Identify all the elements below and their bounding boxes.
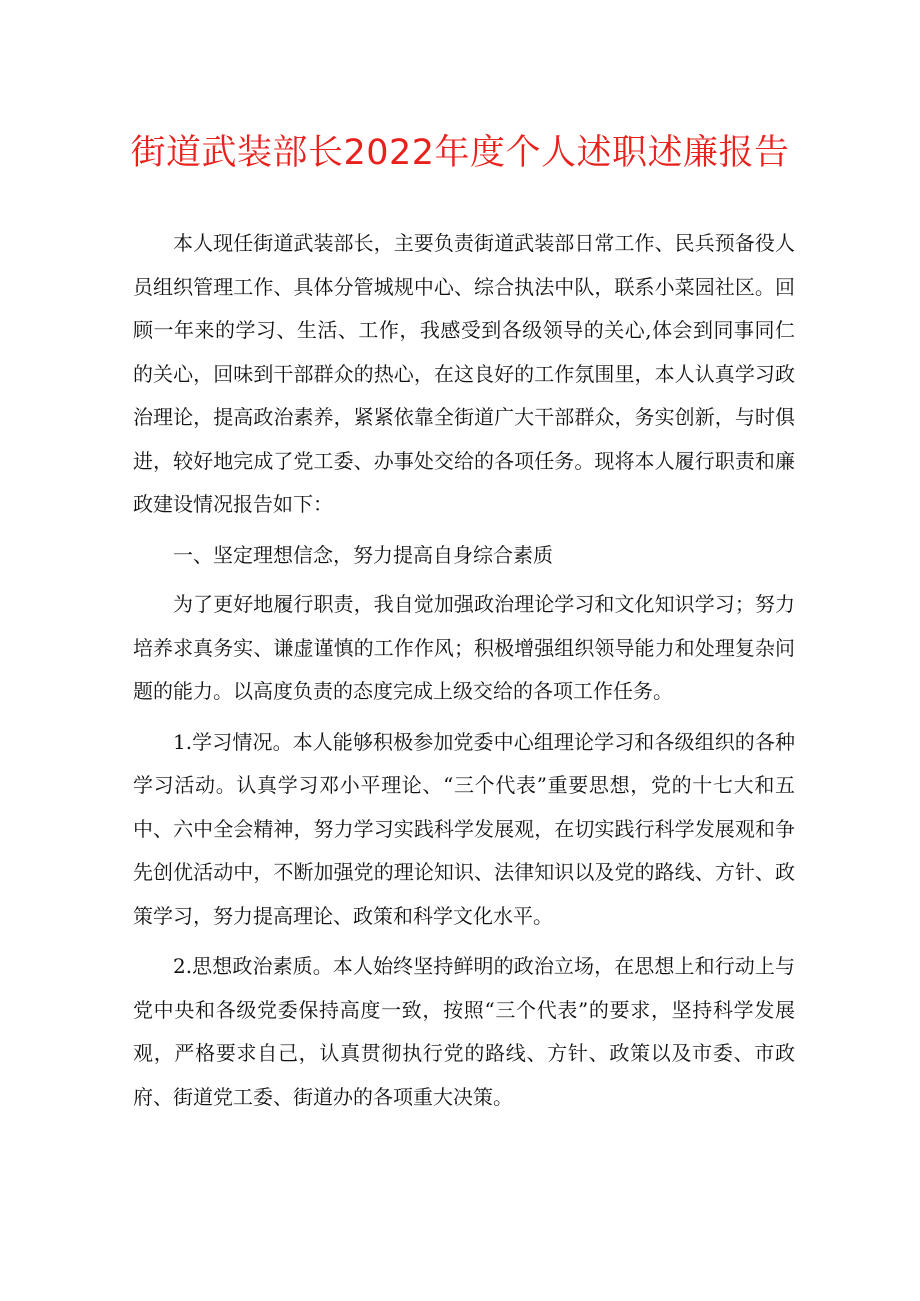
document-body bbox=[133, 222, 795, 1126]
paragraph-section-1: 为了更好地履行职责，我自觉加强政治理论学习和文化知识学习；努力培养求真务实、谦虚谨慎的工作作风；积极增强组织领导能力和处理复杂问题的能力。以高度负责的态度完成上级交给的各项工作任务。 bbox=[133, 592, 795, 703]
paragraph-political-quality: 2.思想政治素质。本人始终坚持鲜明的政治立场，在思想上和行动上与党中央和各级党委保持高度一致，按照“三个代表”的要求，坚持科学发展观，严格要求自己，认真贯彻执行党的路线、方针、政策以及市委、市政府、街道党工委、街道办的各项重大决策。 bbox=[133, 954, 795, 1109]
paragraph-study: 1.学习情况。本人能够积极参加党委中心组理论学习和各级组织的各种学习活动。认真学习邓小平理论、“三个代表”重要思想，党的十七大和五中、六中全会精神，努力学习实践科学发展观，在切实践行科学发展观和争先创优活动中，不断加强党的理论知识、法律知识以及党的路线、方针、政策学习，努力提高理论、政策和科学文化水平。 bbox=[133, 729, 795, 928]
paragraph-intro: 本人现任街道武装部长，主要负责街道武装部日常工作、民兵预备役人员组织管理工作、具体分管城规中心、综合执法中队，联系小菜园社区。回顾一年来的学习、生活、工作，我感受到各级领导的关心,体会到同事同仁的关心，回味到干部群众的热心，在这良好的工作氛围里，本人认真学习政治理论，提高政治素养，紧紧依靠全街道广大干部群众，务实创新，与时俱进，较好地完成了党工委、办事处交给的各项任务。现将本人履行职责和廉政建设情况报告如下： bbox=[133, 231, 795, 516]
section-heading-1: 一、坚定理想信念，努力提高自身综合素质 bbox=[173, 542, 553, 567]
document-title: 街道武装部长2022年度个人述职述廉报告 bbox=[130, 133, 790, 173]
